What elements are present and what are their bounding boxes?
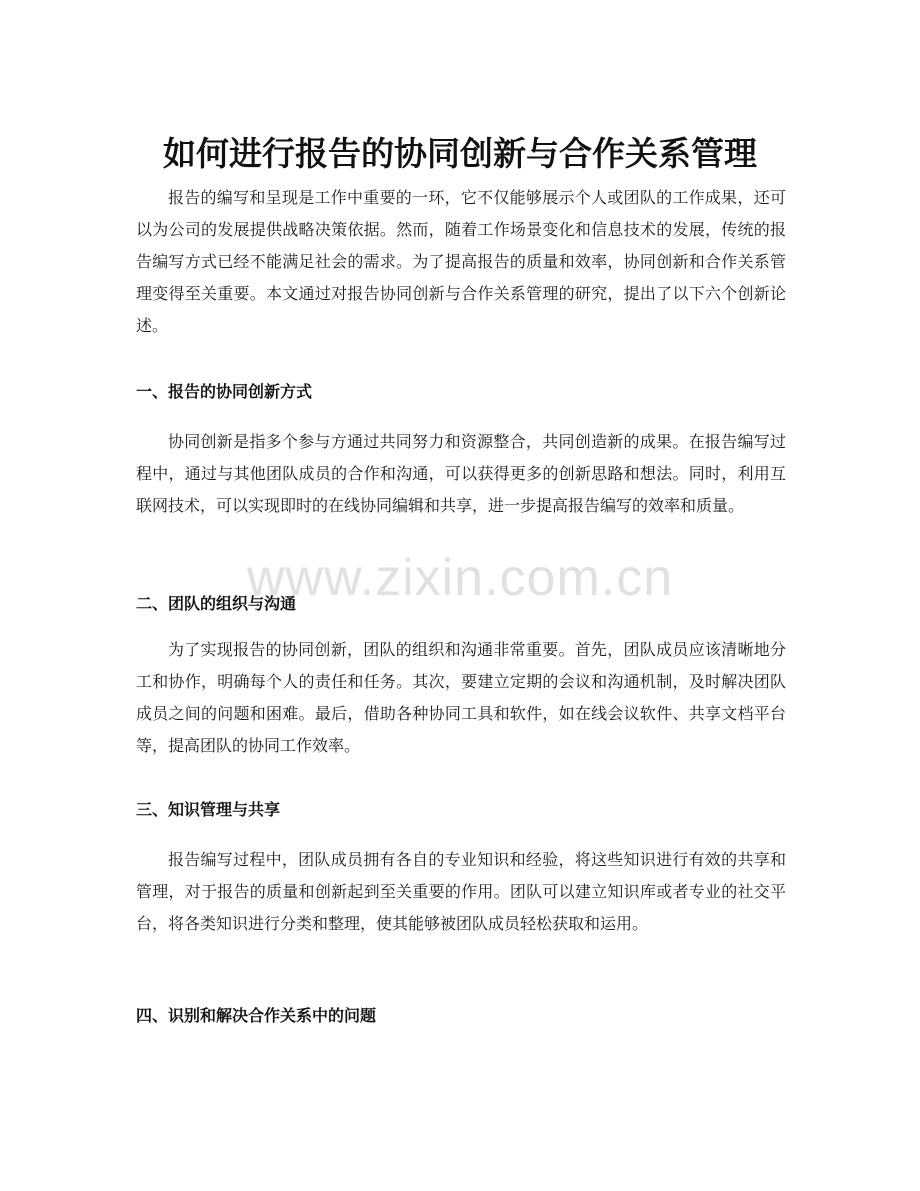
section-body-2: 为了实现报告的协同创新，团队的组织和沟通非常重要。首先，团队成员应该清晰地分工和协作，明确每个人的责任和任务。其次，要建立定期的会议和沟通机制，及时解决团队成员之间的问题和困难。最后，借助各种协同工具和软件，如在线会议软件、共享文档平台等，提高团队的协同工作效率。: [136, 640, 786, 755]
section-heading-4: 四、识别和解决合作关系中的问题: [136, 1006, 377, 1025]
page-title: 如何进行报告的协同创新与合作关系管理: [163, 134, 757, 174]
section-body-1: 协同创新是指多个参与方通过共同努力和资源整合，共同创造新的成果。在报告编写过程中，通过与其他团队成员的合作和沟通，可以获得更多的创新思路和想法。同时，利用互联网技术，可以实现即时的在线协同编辑和共享，进一步提高报告编写的效率和质量。: [136, 432, 786, 515]
intro-paragraph: 报告的编写和呈现是工作中重要的一环，它不仅能够展示个人或团队的工作成果，还可以为公司的发展提供战略决策依据。然而，随着工作场景变化和信息技术的发展，传统的报告编写方式已经不能满足社会的需求。为了提高报告的质量和效率，协同创新和合作关系管理变得至关重要。本文通过对报告协同创新与合作关系管理的研究，提出了以下六个创新论述。: [136, 188, 786, 335]
section-body-3: 报告编写过程中，团队成员拥有各自的专业知识和经验，将这些知识进行有效的共享和管理，对于报告的质量和创新起到至关重要的作用。团队可以建立知识库或者专业的社交平台，将各类知识进行分类和整理，使其能够被团队成员轻松获取和运用。: [136, 850, 786, 933]
section-heading-2: 二、团队的组织与沟通: [136, 594, 297, 613]
watermark-text: www.zixin.com.cn: [246, 549, 674, 607]
section-heading-1: 一、报告的协同创新方式: [136, 382, 313, 401]
section-heading-3: 三、知识管理与共享: [136, 800, 281, 819]
